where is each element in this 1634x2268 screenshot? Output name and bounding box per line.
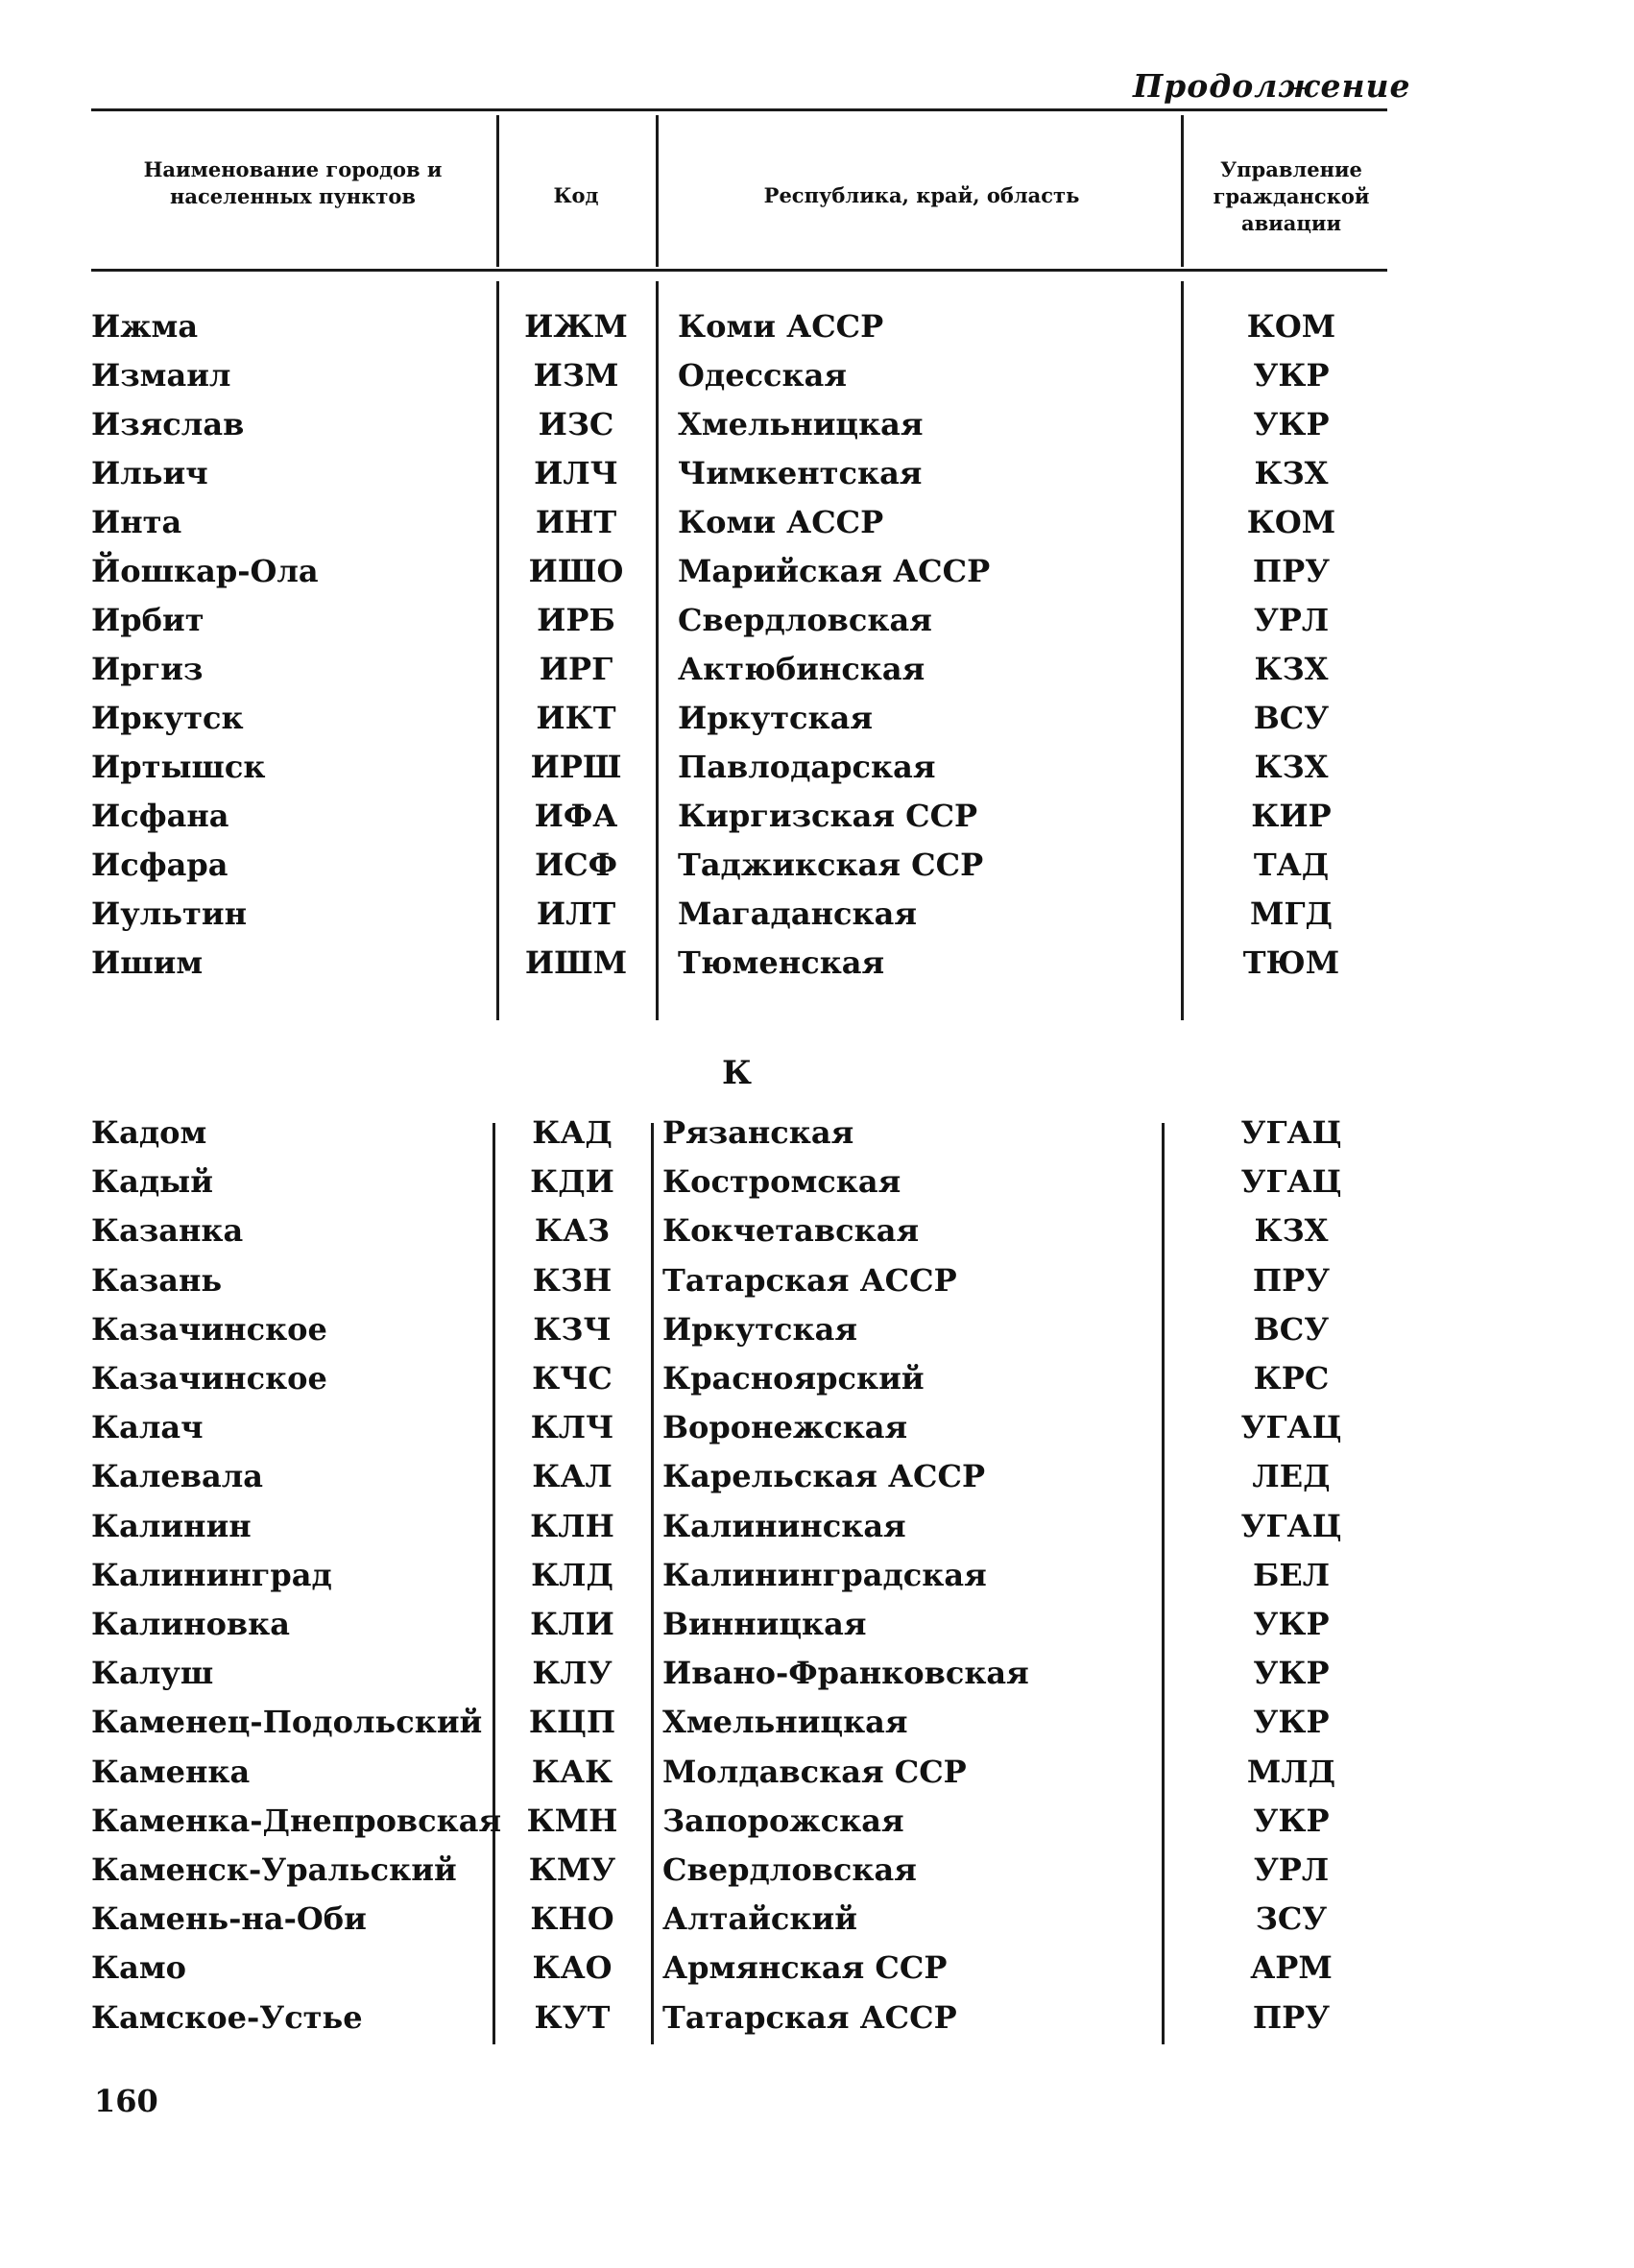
- agency-code: ПРУ: [1252, 1261, 1331, 1299]
- region-name: Актюбинская: [678, 651, 925, 687]
- city-code: ИЗМ: [533, 357, 619, 394]
- region-name: Карельская АССР: [662, 1458, 986, 1495]
- header-divider-2: [656, 115, 659, 267]
- agency-code: КЗХ: [1254, 1212, 1329, 1250]
- agency-code: УРЛ: [1253, 1851, 1330, 1888]
- agency-code: УКР: [1253, 406, 1330, 442]
- section-letter: К: [722, 1054, 752, 1092]
- city-name: Иультин: [91, 895, 247, 932]
- header-divider-3: [1181, 115, 1184, 267]
- city-name: Камо: [91, 1949, 186, 1987]
- section2-divider-3: [1162, 1123, 1165, 2044]
- region-name: Калининская: [662, 1507, 906, 1544]
- agency-code: ЗСУ: [1255, 1900, 1328, 1938]
- agency-code: ТЮМ: [1242, 944, 1340, 981]
- header-region: Республика, край, область: [763, 183, 1080, 207]
- city-name: Кадом: [91, 1114, 207, 1151]
- city-name: Каменск-Уральский: [91, 1851, 457, 1888]
- city-name: Калач: [91, 1409, 204, 1446]
- city-name: Каменка-Днепровская: [91, 1802, 502, 1839]
- header-divider-1: [496, 115, 499, 267]
- header-name: Наименование городов и населенных пунктов: [143, 157, 443, 208]
- city-code: КЧС: [532, 1360, 613, 1397]
- agency-code: КОМ: [1246, 504, 1336, 540]
- city-code: КАЛ: [532, 1458, 613, 1495]
- page-number: 160: [94, 2083, 158, 2119]
- city-code: КЛИ: [530, 1606, 614, 1642]
- city-name: Ильич: [91, 455, 208, 491]
- city-name: Исфана: [91, 798, 229, 834]
- city-code: КАК: [531, 1753, 613, 1790]
- agency-code: УГАЦ: [1240, 1409, 1342, 1446]
- region-name: Костромская: [662, 1163, 901, 1201]
- city-code: ИРБ: [537, 602, 615, 638]
- city-name: Казанка: [91, 1212, 244, 1250]
- agency-code: УКР: [1253, 1606, 1330, 1642]
- city-code: КЦП: [528, 1704, 616, 1741]
- region-name: Марийская АССР: [678, 553, 991, 589]
- region-name: Павлодарская: [678, 749, 936, 785]
- agency-code: АРМ: [1250, 1949, 1333, 1987]
- agency-code: ПРУ: [1252, 553, 1331, 589]
- agency-code: ВСУ: [1253, 700, 1330, 736]
- city-name: Казань: [91, 1261, 223, 1299]
- city-code: КАД: [532, 1114, 613, 1151]
- region-name: Иркутская: [678, 700, 873, 736]
- agency-code: КЗХ: [1254, 651, 1329, 687]
- city-code: КМН: [526, 1802, 618, 1839]
- city-code: ИЗС: [538, 406, 614, 442]
- agency-code: КЗХ: [1254, 749, 1329, 785]
- region-name: Винницкая: [662, 1606, 867, 1642]
- city-name: Йошкар-Ола: [91, 553, 319, 589]
- city-name: Иргиз: [91, 651, 204, 687]
- region-name: Калининградская: [662, 1556, 987, 1593]
- city-name: Каменка: [91, 1753, 251, 1790]
- city-code: КЗЧ: [533, 1310, 612, 1348]
- section2-divider-2: [651, 1123, 654, 2044]
- agency-code: УГАЦ: [1240, 1163, 1342, 1201]
- city-code: КЛН: [530, 1507, 614, 1544]
- city-name: Камское-Устье: [91, 1998, 363, 2036]
- city-code: ИШМ: [524, 944, 628, 981]
- agency-code: УКР: [1253, 1704, 1330, 1741]
- agency-code: КРС: [1253, 1360, 1330, 1397]
- region-name: Татарская АССР: [662, 1998, 957, 2036]
- section1-divider-1: [496, 281, 499, 1020]
- agency-code: КОМ: [1246, 308, 1336, 345]
- region-name: Свердловская: [662, 1851, 917, 1888]
- region-name: Чимкентская: [678, 455, 923, 491]
- region-name: Коми АССР: [678, 308, 884, 345]
- region-name: Кокчетавская: [662, 1212, 920, 1250]
- agency-code: УГАЦ: [1240, 1114, 1342, 1151]
- city-code: КНО: [530, 1900, 614, 1938]
- city-code: КДИ: [530, 1163, 614, 1201]
- city-code: ИШО: [528, 553, 624, 589]
- agency-code: ПРУ: [1252, 1998, 1331, 2036]
- agency-code: ЛЕД: [1252, 1458, 1331, 1495]
- agency-code: УКР: [1253, 357, 1330, 394]
- region-name: Тюменская: [678, 944, 885, 981]
- city-name: Калиновка: [91, 1606, 290, 1642]
- agency-code: УРЛ: [1253, 602, 1330, 638]
- city-name: Калевала: [91, 1458, 264, 1495]
- city-name: Калинин: [91, 1507, 252, 1544]
- region-name: Таджикская ССР: [678, 847, 984, 883]
- region-name: Свердловская: [678, 602, 932, 638]
- city-name: Каменец-Подольский: [91, 1704, 483, 1741]
- city-code: КЛЧ: [530, 1409, 614, 1446]
- city-code: КУТ: [534, 1998, 611, 2036]
- continuation-label: Продолжение: [1133, 67, 1411, 105]
- city-name: Измаил: [91, 357, 231, 394]
- agency-code: ВСУ: [1253, 1310, 1330, 1348]
- city-code: ИРГ: [539, 651, 613, 687]
- city-name: Казачинское: [91, 1360, 327, 1397]
- agency-code: МЛД: [1246, 1753, 1336, 1790]
- city-code: КЗН: [532, 1261, 613, 1299]
- region-name: Одесская: [678, 357, 848, 394]
- agency-code: УГАЦ: [1240, 1507, 1342, 1544]
- city-code: КЛУ: [532, 1655, 613, 1692]
- city-code: ИЖМ: [524, 308, 628, 345]
- region-name: Коми АССР: [678, 504, 884, 540]
- city-name: Ижма: [91, 308, 199, 345]
- city-code: ИЛТ: [536, 895, 616, 932]
- agency-code: УКР: [1253, 1802, 1330, 1839]
- region-name: Хмельницкая: [678, 406, 924, 442]
- city-code: КЛД: [531, 1556, 613, 1593]
- city-name: Иркутск: [91, 700, 244, 736]
- city-code: КАО: [532, 1949, 613, 1987]
- region-name: Запорожская: [662, 1802, 904, 1839]
- region-name: Ивано-Франковская: [662, 1655, 1029, 1692]
- agency-code: УКР: [1253, 1655, 1330, 1692]
- region-name: Хмельницкая: [662, 1704, 908, 1741]
- agency-code: БЕЛ: [1252, 1556, 1331, 1593]
- city-name: Ирбит: [91, 602, 204, 638]
- region-name: Алтайский: [662, 1900, 857, 1938]
- section2-divider-1: [493, 1123, 495, 2044]
- region-name: Магаданская: [678, 895, 917, 932]
- agency-code: КЗХ: [1254, 455, 1329, 491]
- city-name: Кадый: [91, 1163, 213, 1201]
- city-code: ИРШ: [530, 749, 622, 785]
- agency-code: МГД: [1250, 895, 1333, 932]
- city-name: Инта: [91, 504, 182, 540]
- city-name: Изяслав: [91, 406, 245, 442]
- header-bottom-rule: [91, 269, 1387, 272]
- city-code: ИКТ: [536, 700, 616, 736]
- region-name: Татарская АССР: [662, 1261, 957, 1299]
- header-code: Код: [553, 183, 599, 207]
- header-top-rule: [91, 108, 1387, 111]
- region-name: Молдавская ССР: [662, 1753, 967, 1790]
- city-name: Калуш: [91, 1655, 214, 1692]
- city-code: КАЗ: [534, 1212, 611, 1250]
- city-name: Калининград: [91, 1556, 332, 1593]
- city-code: ИНТ: [535, 504, 617, 540]
- header-agency: Управление гражданской авиации: [1213, 157, 1370, 235]
- city-code: ИЛЧ: [534, 455, 618, 491]
- section1-divider-3: [1181, 281, 1184, 1020]
- city-name: Ишим: [91, 944, 204, 981]
- region-name: Воронежская: [662, 1409, 908, 1446]
- region-name: Армянская ССР: [662, 1949, 948, 1987]
- region-name: Красноярский: [662, 1360, 925, 1397]
- section1-divider-2: [656, 281, 659, 1020]
- city-code: КМУ: [528, 1851, 616, 1888]
- region-name: Иркутская: [662, 1310, 857, 1348]
- region-name: Киргизская ССР: [678, 798, 978, 834]
- city-code: ИСФ: [534, 847, 618, 883]
- agency-code: КИР: [1251, 798, 1332, 834]
- city-code: ИФА: [534, 798, 618, 834]
- city-name: Иртышск: [91, 749, 266, 785]
- city-name: Исфара: [91, 847, 228, 883]
- city-name: Камень-на-Оби: [91, 1900, 367, 1938]
- city-name: Казачинское: [91, 1310, 327, 1348]
- agency-code: ТАД: [1253, 847, 1330, 883]
- region-name: Рязанская: [662, 1114, 854, 1151]
